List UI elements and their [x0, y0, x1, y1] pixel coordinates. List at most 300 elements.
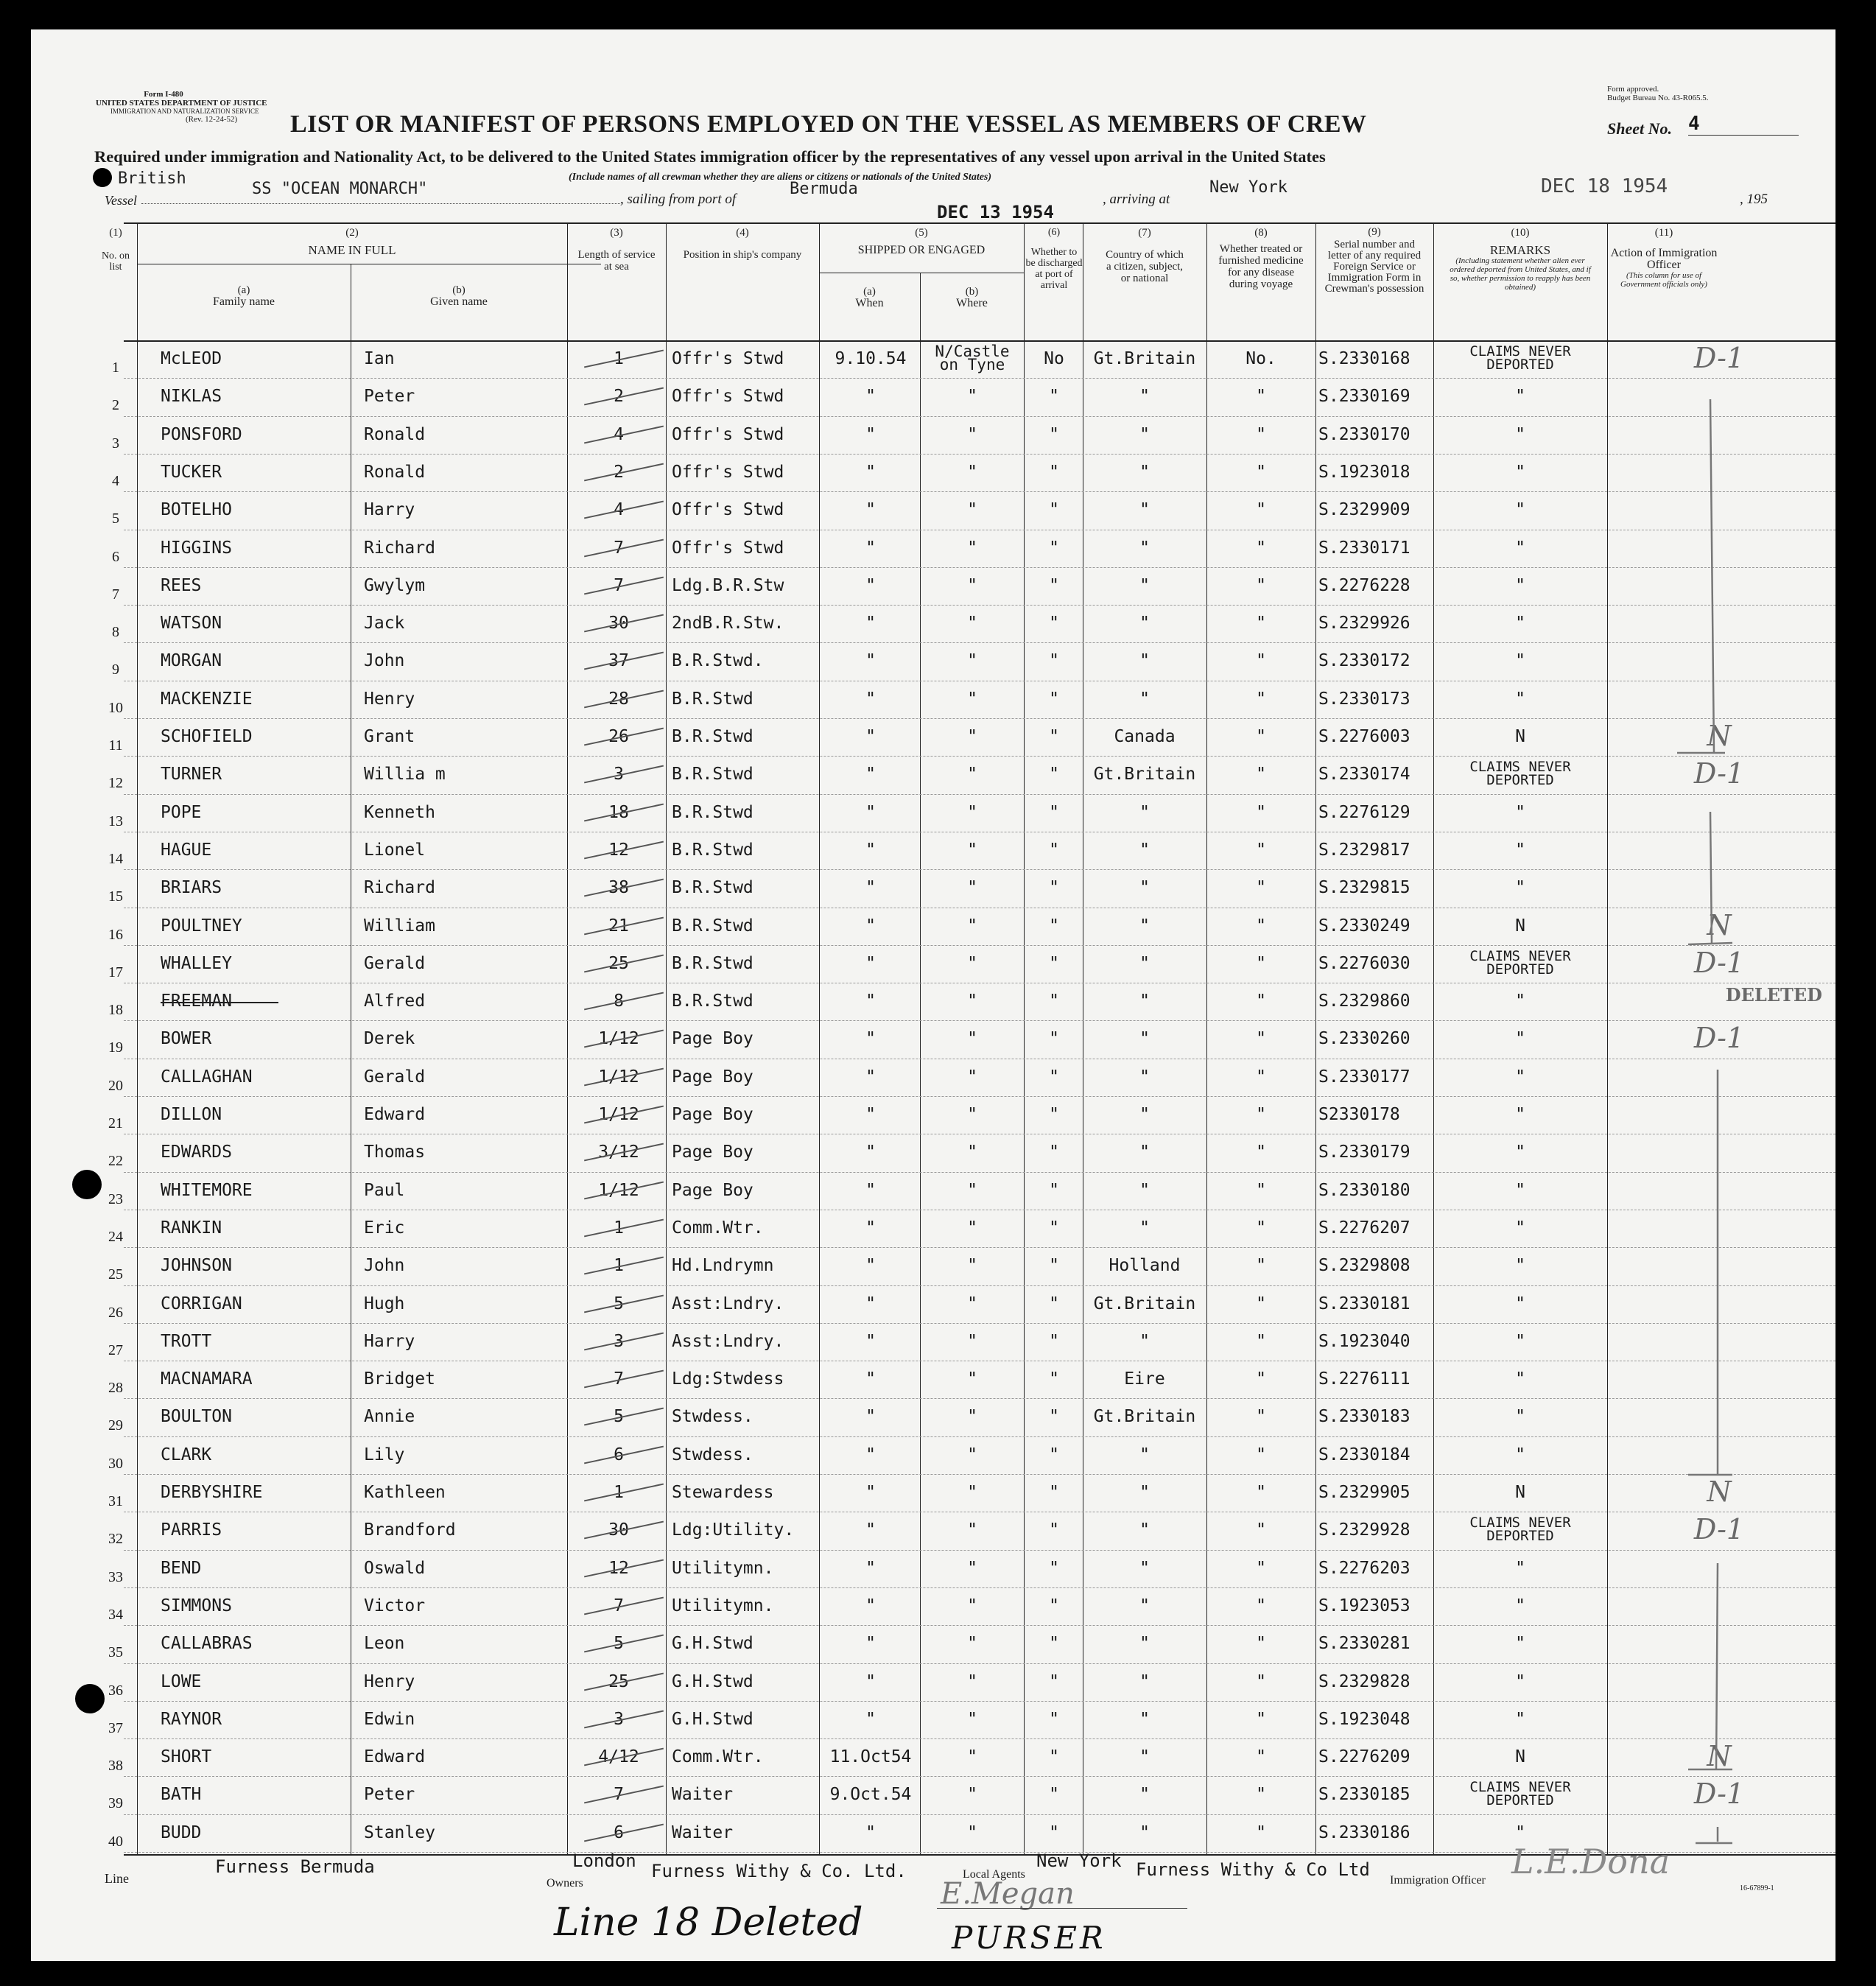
row-4-given: Ronald [364, 462, 426, 482]
row-6-family: HIGGINS [161, 538, 232, 558]
row-38-family: SHORT [161, 1747, 212, 1767]
row-13-country: " [1139, 802, 1150, 822]
row-23-discharge: " [1049, 1180, 1059, 1200]
row-8-medicine: " [1256, 614, 1266, 634]
row-19-where: " [967, 1029, 977, 1049]
row-30-medicine: " [1256, 1445, 1266, 1464]
row-12-action: D-1 [1693, 757, 1745, 790]
row-39-discharge: " [1049, 1785, 1059, 1805]
row-4-when: " [865, 462, 876, 482]
row-38-country: " [1139, 1747, 1150, 1767]
row-28-no: 28 [108, 1380, 123, 1397]
row-29-when: " [865, 1407, 876, 1427]
row-21-remarks: " [1515, 1105, 1525, 1124]
row-33-country: " [1139, 1558, 1150, 1578]
row-9-no: 9 [112, 662, 119, 678]
row-22-position: Page Boy [672, 1143, 753, 1162]
row-28-service: 7 [614, 1369, 624, 1389]
row-28-given: Bridget [364, 1369, 435, 1389]
row-18-country: " [1139, 992, 1150, 1011]
row-15-service: 38 [608, 878, 629, 898]
row-14-no: 14 [108, 850, 123, 867]
agency-line2: IMMIGRATION AND NATURALIZATION SERVICE [110, 108, 259, 115]
row-14-country: " [1139, 840, 1150, 860]
row-30-position: Stwdess. [672, 1445, 753, 1464]
row-29-where: " [967, 1407, 977, 1427]
row-15-where: " [967, 878, 977, 898]
row-39-when: 9.Oct.54 [829, 1785, 912, 1805]
row-2-medicine: " [1256, 387, 1266, 407]
row-4-discharge: " [1049, 462, 1059, 482]
row-38-discharge: " [1049, 1747, 1059, 1767]
row-22-where: " [967, 1143, 977, 1162]
row-4-country: " [1139, 462, 1150, 482]
row-25-where: " [967, 1256, 977, 1276]
row-19-serial: S.2330260 [1318, 1029, 1410, 1049]
row-17-service: 25 [608, 953, 629, 973]
row-8-no: 8 [112, 624, 119, 641]
row-13-no: 13 [108, 813, 123, 829]
manifest-sheet [31, 29, 1835, 1961]
row-37-service: 3 [614, 1709, 624, 1729]
row-33-given: Oswald [364, 1558, 426, 1578]
sailing-port: Bermuda [790, 180, 858, 198]
row-36-discharge: " [1049, 1671, 1059, 1691]
row-30-country: " [1139, 1445, 1150, 1464]
row-16-where: " [967, 916, 977, 936]
row-16-remarks: N [1515, 916, 1525, 936]
row-11-given: Grant [364, 727, 415, 746]
row-8-where: " [967, 614, 977, 634]
row-30-given: Lily [364, 1445, 405, 1464]
row-39-serial: S.2330185 [1318, 1785, 1410, 1805]
row-22-medicine: " [1256, 1143, 1266, 1162]
row-11-when: " [865, 727, 876, 746]
row-26-family: CORRIGAN [161, 1294, 242, 1313]
row-37-when: " [865, 1709, 876, 1729]
row-37-position: G.H.Stwd [672, 1709, 753, 1729]
row-4-service: 2 [614, 462, 624, 482]
row-31-no: 31 [108, 1493, 123, 1509]
row-31-service: 1 [614, 1483, 624, 1502]
row-12-given: Willia m [364, 765, 446, 785]
row-38-no: 38 [108, 1758, 123, 1775]
row-divider [124, 567, 1835, 568]
row-7-given: Gwylym [364, 575, 426, 595]
row-15-position: B.R.Stwd [672, 878, 753, 898]
row-27-position: Asst:Lndry. [672, 1331, 784, 1351]
row-37-no: 37 [108, 1719, 123, 1736]
row-12-family: TURNER [161, 765, 222, 785]
year-suffix: , 195 [1740, 192, 1768, 207]
row-15-country: " [1139, 878, 1150, 898]
row-13-medicine: " [1256, 802, 1266, 822]
row-divider [124, 718, 1835, 719]
row-4-remarks: " [1515, 462, 1525, 482]
row-25-family: JOHNSON [161, 1256, 232, 1276]
row-12-position: B.R.Stwd [672, 765, 753, 785]
row-40-position: Waiter [672, 1822, 734, 1842]
vessel-underline [141, 203, 620, 204]
row-14-discharge: " [1049, 840, 1059, 860]
row-1-serial: S.2330168 [1318, 349, 1410, 368]
row-26-medicine: " [1256, 1294, 1266, 1313]
row-14-position: B.R.Stwd [672, 840, 753, 860]
row-22-serial: S.2330179 [1318, 1143, 1410, 1162]
row-33-remarks: " [1515, 1558, 1525, 1578]
row-24-discharge: " [1049, 1218, 1059, 1238]
row-34-discharge: " [1049, 1596, 1059, 1615]
row-32-action: D-1 [1693, 1513, 1745, 1546]
row-35-where: " [967, 1634, 977, 1654]
row-divider [124, 794, 1835, 795]
row-19-given: Derek [364, 1029, 415, 1049]
row-36-no: 36 [108, 1682, 123, 1699]
row-32-when: " [865, 1520, 876, 1540]
row-33-family: BEND [161, 1558, 202, 1578]
punch-hole [72, 1170, 102, 1199]
row-35-position: G.H.Stwd [672, 1634, 753, 1654]
row-divider [124, 605, 1835, 606]
row-36-where: " [967, 1671, 977, 1691]
row-35-country: " [1139, 1634, 1150, 1654]
col2a-heading: (a) Family name [213, 284, 275, 308]
row-3-serial: S.2330170 [1318, 424, 1410, 444]
row-4-position: Offr's Stwd [672, 462, 784, 482]
row-22-discharge: " [1049, 1143, 1059, 1162]
row-10-service: 28 [608, 689, 629, 709]
col-rule [666, 222, 667, 1854]
row-5-discharge: " [1049, 500, 1059, 520]
row-21-service: 1/12 [598, 1105, 639, 1124]
line-label: Line [105, 1871, 129, 1886]
row-divider [124, 756, 1835, 757]
row-2-given: Peter [364, 387, 415, 407]
row-16-medicine: " [1256, 916, 1266, 936]
row-19-discharge: " [1049, 1029, 1059, 1049]
row-20-no: 20 [108, 1077, 123, 1094]
row-11-service: 26 [608, 727, 629, 746]
row-divider [124, 1663, 1835, 1664]
row-35-given: Leon [364, 1634, 405, 1654]
row-2-no: 2 [112, 397, 119, 414]
form-number: Form I-480 [144, 90, 183, 99]
row-18-when: " [865, 992, 876, 1011]
row-18-action: DELETED [1725, 984, 1822, 1006]
row-27-discharge: " [1049, 1331, 1059, 1351]
row-11-where: " [967, 727, 977, 746]
row-28-where: " [967, 1369, 977, 1389]
row-36-remarks: " [1515, 1671, 1525, 1691]
row-5-serial: S.2329909 [1318, 500, 1410, 520]
row-24-country: " [1139, 1218, 1150, 1238]
row-22-service: 3/12 [598, 1143, 639, 1162]
row-24-when: " [865, 1218, 876, 1238]
row-29-given: Annie [364, 1407, 415, 1427]
row-1-remarks: CLAIMS NEVER DEPORTED [1469, 343, 1571, 373]
row-33-service: 12 [608, 1558, 629, 1578]
col-rule [1024, 222, 1025, 1854]
row-13-where: " [967, 802, 977, 822]
row-20-service: 1/12 [598, 1067, 639, 1087]
row-23-serial: S.2330180 [1318, 1180, 1410, 1200]
row-29-remarks: " [1515, 1407, 1525, 1427]
row-34-where: " [967, 1596, 977, 1615]
row-40-no: 40 [108, 1833, 123, 1850]
row-12-discharge: " [1049, 765, 1059, 785]
row-18-medicine: " [1256, 992, 1266, 1011]
row-4-serial: S.1923018 [1318, 462, 1410, 482]
row-31-medicine: " [1256, 1483, 1266, 1502]
row-12-country: Gt.Britain [1093, 765, 1196, 785]
row-30-family: CLARK [161, 1445, 212, 1464]
row-7-medicine: " [1256, 575, 1266, 595]
row-26-service: 5 [614, 1294, 624, 1313]
row-32-remarks: CLAIMS NEVER DEPORTED [1469, 1515, 1571, 1545]
table-header-rule [124, 340, 1835, 342]
row-21-position: Page Boy [672, 1105, 753, 1124]
col-rule [1433, 222, 1434, 1854]
row-12-remarks: CLAIMS NEVER DEPORTED [1469, 759, 1571, 789]
row-31-family: DERBYSHIRE [161, 1483, 263, 1502]
row-16-family: POULTNEY [161, 916, 242, 936]
row-5-no: 5 [112, 510, 119, 527]
row-11-remarks: N [1515, 727, 1525, 746]
row-18-serial: S.2329860 [1318, 992, 1410, 1011]
row-6-discharge: " [1049, 538, 1059, 558]
row-39-service: 7 [614, 1785, 624, 1805]
row-2-remarks: " [1515, 387, 1525, 407]
row-14-serial: S.2329817 [1318, 840, 1410, 860]
row-31-discharge: " [1049, 1483, 1059, 1502]
row-13-remarks: " [1515, 802, 1525, 822]
row-29-discharge: " [1049, 1407, 1059, 1427]
col-rule [137, 222, 138, 1854]
row-8-when: " [865, 614, 876, 634]
row-7-when: " [865, 575, 876, 595]
row-28-medicine: " [1256, 1369, 1266, 1389]
row-divider [124, 1550, 1835, 1551]
row-27-given: Harry [364, 1331, 415, 1351]
row-33-discharge: " [1049, 1558, 1059, 1578]
row-36-country: " [1139, 1671, 1150, 1691]
row-32-family: PARRIS [161, 1520, 222, 1540]
row-15-medicine: " [1256, 878, 1266, 898]
row-33-when: " [865, 1558, 876, 1578]
sheet-label: Sheet No. [1607, 119, 1672, 138]
row-36-position: G.H.Stwd [672, 1671, 753, 1691]
row-10-family: MACKENZIE [161, 689, 253, 709]
agency-line1: UNITED STATES DEPARTMENT OF JUSTICE [96, 99, 267, 108]
row-19-country: " [1139, 1029, 1150, 1049]
sheet-number: 4 [1688, 113, 1799, 136]
row-5-where: " [967, 500, 977, 520]
row-10-no: 10 [108, 699, 123, 716]
row-39-action: D-1 [1693, 1778, 1745, 1811]
row-38-serial: S.2276209 [1318, 1747, 1410, 1767]
row-24-where: " [967, 1218, 977, 1238]
row-7-position: Ldg.B.R.Stw [672, 575, 784, 595]
row-35-remarks: " [1515, 1634, 1525, 1654]
row-34-country: " [1139, 1596, 1150, 1615]
row-5-family: BOTELHO [161, 500, 232, 520]
row-20-discharge: " [1049, 1067, 1059, 1087]
row-35-medicine: " [1256, 1634, 1266, 1654]
row-1-given: Ian [364, 349, 395, 368]
row-divider [124, 1096, 1835, 1097]
row-2-country: " [1139, 387, 1150, 407]
row-21-where: " [967, 1105, 977, 1124]
row-17-no: 17 [108, 964, 123, 980]
row-14-when: " [865, 840, 876, 860]
row-divider [124, 1738, 1835, 1739]
row-38-where: " [967, 1747, 977, 1767]
row-31-position: Stewardess [672, 1483, 774, 1502]
line-18-deleted-note: Line 18 Deleted [554, 1901, 863, 1945]
row-27-family: TROTT [161, 1331, 212, 1351]
row-31-when: " [865, 1483, 876, 1502]
col-rule [920, 273, 921, 1854]
row-7-no: 7 [112, 586, 119, 603]
owners-value: Furness Withy & Co. Ltd. [651, 1861, 907, 1881]
budget-bureau: Budget Bureau No. 43-R065.5. [1607, 94, 1709, 102]
row-divider [124, 945, 1835, 946]
row-39-given: Peter [364, 1785, 415, 1805]
row-39-position: Waiter [672, 1785, 734, 1805]
row-27-when: " [865, 1331, 876, 1351]
row-17-serial: S.2276030 [1318, 953, 1410, 973]
row-13-discharge: " [1049, 802, 1059, 822]
row-20-medicine: " [1256, 1067, 1266, 1087]
row-29-no: 29 [108, 1417, 123, 1434]
vessel-flag: British [118, 169, 186, 188]
row-10-given: Henry [364, 689, 415, 709]
row-18-service: 8 [614, 992, 624, 1011]
agents-label: Local Agents [963, 1868, 1025, 1881]
row-40-given: Stanley [364, 1822, 435, 1842]
row-25-position: Hd.Lndrymn [672, 1256, 774, 1276]
row-38-given: Edward [364, 1747, 426, 1767]
row-25-serial: S.2329808 [1318, 1256, 1410, 1276]
row-divider [124, 1172, 1835, 1173]
row-39-family: BATH [161, 1785, 202, 1805]
row-9-serial: S.2330172 [1318, 651, 1410, 671]
row-34-position: Utilitymn. [672, 1596, 774, 1615]
row-7-where: " [967, 575, 977, 595]
col-rule [1315, 222, 1316, 1854]
row-24-family: RANKIN [161, 1218, 222, 1238]
row-11-action: N [1707, 720, 1732, 752]
row-34-medicine: " [1256, 1596, 1266, 1615]
row-12-service: 3 [614, 765, 624, 785]
row-9-position: B.R.Stwd. [672, 651, 764, 671]
row-9-family: MORGAN [161, 651, 222, 671]
row-34-remarks: " [1515, 1596, 1525, 1615]
row-38-medicine: " [1256, 1747, 1266, 1767]
col-rule [1206, 222, 1207, 1854]
purser-title: PURSER [952, 1920, 1106, 1956]
action-pencil-marks [1607, 340, 1828, 1858]
row-19-family: BOWER [161, 1029, 212, 1049]
row-4-no: 4 [112, 472, 119, 489]
row-25-remarks: " [1515, 1256, 1525, 1276]
row-8-family: WATSON [161, 614, 222, 634]
col11-heading: (11) Action of Immigration Officer (This column for use of Government officials only) [1610, 227, 1718, 289]
row-30-service: 6 [614, 1445, 624, 1464]
row-24-medicine: " [1256, 1218, 1266, 1238]
col7-heading: (7) Country of which a citizen, subject, or national [1106, 227, 1184, 284]
row-23-family: WHITEMORE [161, 1180, 253, 1200]
row-16-country: " [1139, 916, 1150, 936]
row-20-remarks: " [1515, 1067, 1525, 1087]
row-16-position: B.R.Stwd [672, 916, 753, 936]
row-4-medicine: " [1256, 462, 1266, 482]
row-24-no: 24 [108, 1228, 123, 1245]
row-14-given: Lionel [364, 840, 426, 860]
row-30-serial: S.2330184 [1318, 1445, 1410, 1464]
row-6-given: Richard [364, 538, 435, 558]
row-divider [124, 1474, 1835, 1475]
row-40-discharge: " [1049, 1822, 1059, 1842]
row-23-no: 23 [108, 1190, 123, 1207]
form-revision: (Rev. 12-24-52) [186, 115, 238, 124]
row-40-country: " [1139, 1822, 1150, 1842]
row-32-country: " [1139, 1520, 1150, 1540]
row-6-position: Offr's Stwd [672, 538, 784, 558]
row-37-medicine: " [1256, 1709, 1266, 1729]
row-15-remarks: " [1515, 878, 1525, 898]
row-3-country: " [1139, 424, 1150, 444]
row-17-remarks: CLAIMS NEVER DEPORTED [1469, 947, 1571, 978]
col8-heading: (8) Whether treated or furnished medicine for any disease during voyage [1218, 227, 1304, 290]
row-13-family: POPE [161, 802, 202, 822]
row-1-position: Offr's Stwd [672, 349, 784, 368]
row-18-discharge: " [1049, 992, 1059, 1011]
row-6-when: " [865, 538, 876, 558]
row-26-remarks: " [1515, 1294, 1525, 1313]
row-39-remarks: CLAIMS NEVER DEPORTED [1469, 1779, 1571, 1809]
row-25-country: Holland [1109, 1256, 1181, 1276]
row-30-where: " [967, 1445, 977, 1464]
row-8-discharge: " [1049, 614, 1059, 634]
row-8-serial: S.2329926 [1318, 614, 1410, 634]
row-31-action: N [1707, 1476, 1732, 1508]
row-15-serial: S.2329815 [1318, 878, 1410, 898]
row-1-family: McLEOD [161, 349, 222, 368]
row-21-family: DILLON [161, 1105, 222, 1124]
row-divider [124, 869, 1835, 870]
row-7-discharge: " [1049, 575, 1059, 595]
row-21-medicine: " [1256, 1105, 1266, 1124]
col4-heading: (4) Position in ship's company [683, 227, 802, 261]
required-text: Required under immigration and Nationality Act, to be delivered to the United States immigration officer by the representatives of any vessel upon arrival in the United States [94, 147, 1326, 166]
row-21-discharge: " [1049, 1105, 1059, 1124]
sailing-label: , sailing from port of [620, 192, 737, 207]
row-33-where: " [967, 1558, 977, 1578]
row-35-service: 5 [614, 1634, 624, 1654]
row-19-medicine: " [1256, 1029, 1266, 1049]
row-19-when: " [865, 1029, 876, 1049]
row-35-serial: S.2330281 [1318, 1634, 1410, 1654]
row-20-where: " [967, 1067, 977, 1087]
row-14-medicine: " [1256, 840, 1266, 860]
row-2-serial: S.2330169 [1318, 387, 1410, 407]
row-1-when: 9.10.54 [835, 349, 907, 368]
row-17-discharge: " [1049, 953, 1059, 973]
row-divider [124, 454, 1835, 455]
row-18-given: Alfred [364, 992, 426, 1011]
row-27-medicine: " [1256, 1331, 1266, 1351]
